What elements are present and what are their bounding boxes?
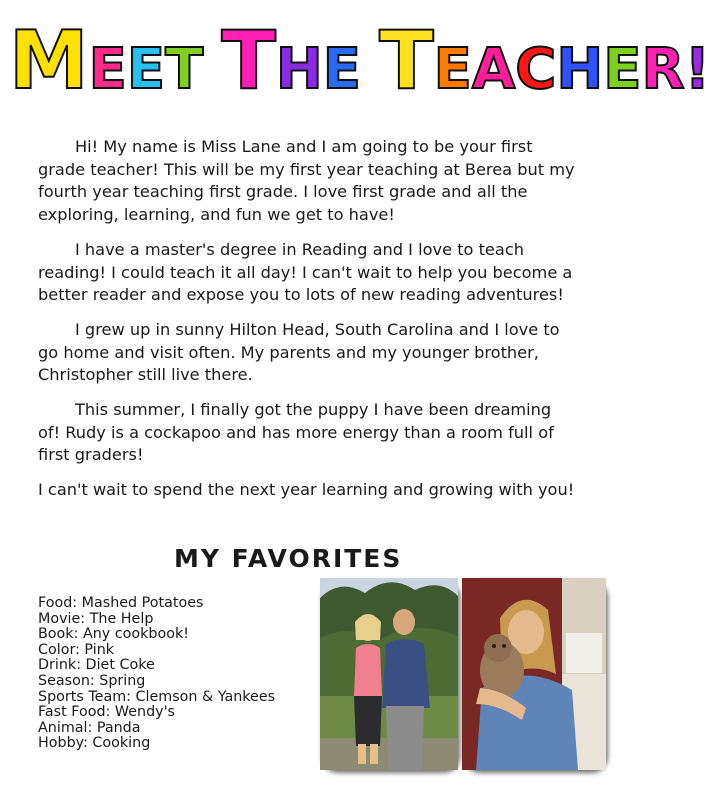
- paragraph-closing: I can't wait to spend the next year learning and growing with you!: [38, 480, 575, 500]
- title-word: [221, 14, 362, 113]
- favorite-item: Animal: Panda: [38, 719, 141, 736]
- favorite-item: Fast Food: Wendy's: [38, 704, 175, 721]
- title-letter: H: [556, 37, 604, 102]
- title-letter: C: [515, 37, 557, 102]
- favorite-item: Movie: The Help: [38, 610, 154, 627]
- title-letter: T: [165, 37, 204, 102]
- title-letter: T: [379, 14, 434, 107]
- title-letter: M: [9, 14, 89, 107]
- title-letter: R: [641, 37, 685, 102]
- title-letter: E: [603, 37, 642, 102]
- title-letter: E: [126, 37, 166, 102]
- title-letter: H: [275, 37, 323, 102]
- title-letter: T: [221, 14, 276, 107]
- title-letter: E: [88, 37, 127, 102]
- title-letter: !: [684, 37, 711, 102]
- title-word: [9, 14, 204, 113]
- favorite-item: Book: Any cookbook!: [38, 626, 190, 643]
- paragraph-reading: I have a master's degree in Reading and I love to teach reading! I could teach it all day! I can't wait to help you become a better reader and expose you to lots of new reading adventures!: [38, 239, 573, 305]
- title-letter: E: [433, 37, 472, 102]
- favorite-item: Color: Pink: [38, 641, 115, 658]
- favorite-item: Sports Team: Clemson & Yankees: [38, 688, 276, 705]
- paragraph-intro: Hi! My name is Miss Lane and I am going to be your first grade teacher! This will be my first year teaching at Berea but my fourth year teaching first grade. I love first grade and all the exploring, learning, and fun we get to have!: [38, 137, 575, 225]
- favorite-item: Drink: Diet Coke: [38, 657, 155, 674]
- favorites-list: [38, 596, 275, 752]
- favorite-item: Season: Spring: [38, 672, 146, 689]
- title-letter: E: [322, 37, 362, 102]
- favorite-item: Hobby: Cooking: [38, 735, 151, 752]
- paragraph-puppy: This summer, I finally got the puppy I have been dreaming of! Rudy is a cockapoo and has more energy than a room full of first graders!: [38, 400, 554, 465]
- title-word: [379, 14, 711, 113]
- favorites-heading: MY FAVORITES: [174, 544, 403, 573]
- puppy-photo: [462, 578, 606, 770]
- couple-photo: [320, 578, 458, 770]
- paragraph-hometown: I grew up in sunny Hilton Head, South Carolina and I love to go home and visit often. My parents and my younger brother, Christopher still live there.: [38, 319, 560, 385]
- page-title: [0, 14, 711, 113]
- title-letter: A: [471, 37, 516, 102]
- favorite-item: Food: Mashed Potatoes: [38, 595, 204, 611]
- intro-letter: [38, 136, 578, 514]
